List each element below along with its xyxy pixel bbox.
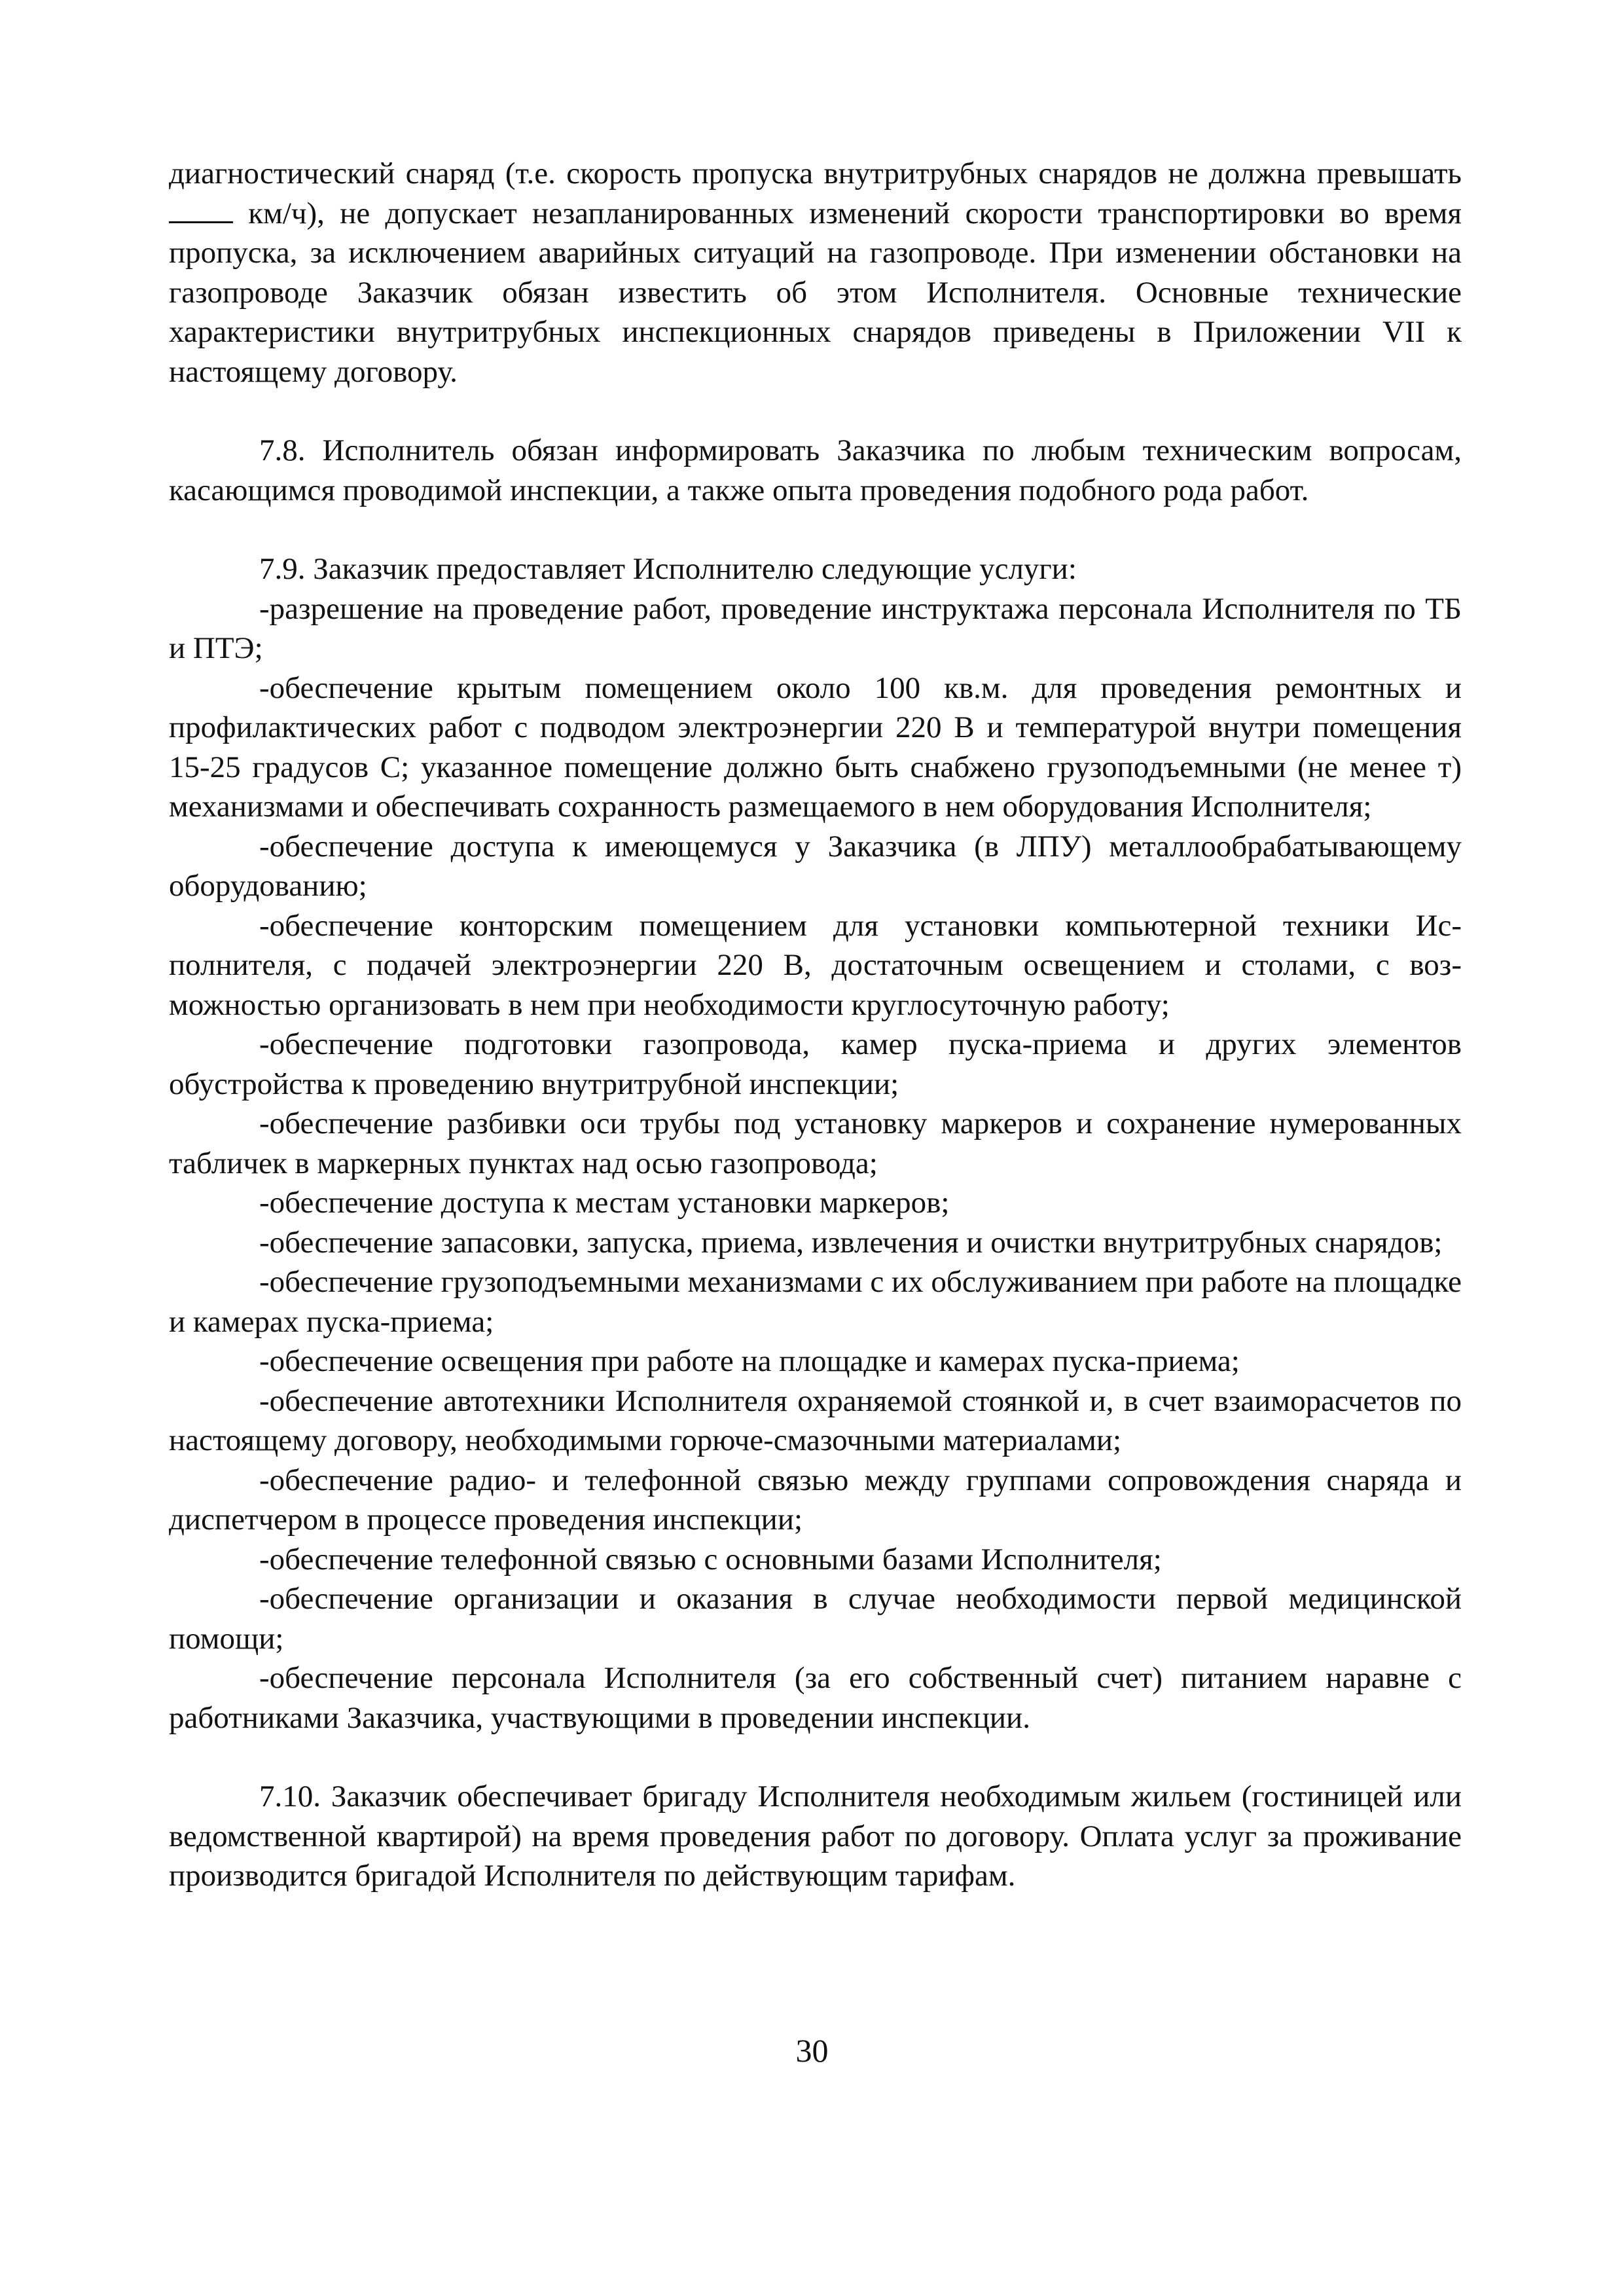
clause-7-9-item: -обеспечение телефонной связью с основными базами Исполнителя; — [259, 1542, 1162, 1576]
intro-text-part2: км/ч), не допускает незапланированных изменений скорости транспортировки во время пропуска, за исключением аварийных ситуаций на газопроводе. При изменении обстановки на газопроводе Заказчик обязан известить об этом Исполнителя. Основные технические характеристики внутритрубных инспекционных снарядов приведены в Приложении VII к настоящему договору. — [169, 196, 1462, 389]
speed-blank-line — [169, 198, 233, 223]
clause-7-9-item: -обеспечение организации и оказания в случае необходимости первой медицинской помощи; — [169, 1582, 1462, 1656]
clause-7-9-item: -разрешение на проведение работ, проведение инструктажа персонала Исполнителя по ТБ и ПТЭ; — [169, 591, 1462, 665]
clause-7-9-item: -обеспечение грузоподъемными механизмами с их обслуживанием при работе на площадке и камерах пуска-приема; — [169, 1265, 1462, 1339]
clause-7-9-item: -обеспечение разбивки оси трубы под установку маркеров и сохранение нумерованных табличек в маркерных пунктах над осью газопровода; — [169, 1106, 1462, 1180]
clause-7-9-item: -обеспечение автотехники Исполнителя охраняемой стоянкой и, в счет взаиморасчетов по настоящему договору, необходимыми горюче-смазочными материалами; — [169, 1383, 1462, 1457]
intro-text-part1: диагностический снаряд (т.е. скорость пропуска внутритрубных снарядов не должна превышать — [169, 156, 1462, 191]
clause-7-9-item: -обеспечение доступа к имеющемуся у Заказчика (в ЛПУ) металлообрабатывающему оборудованию; — [169, 829, 1462, 903]
clause-7-10: 7.10. Заказчик обеспечивает бригаду Исполнителя необходимым жильем (гостиницей или ведомственной квартирой) на время проведения работ по договору. Оплата услуг за проживание производится бригадой Исполнителя по действующим тарифам. — [169, 1779, 1462, 1893]
clause-7-9-heading: 7.9. Заказчик предоставляет Исполнителю следующие услуги: — [259, 552, 1077, 586]
clause-7-9-item: -обеспечение крытым помещением около 100 кв.м. для проведения ремонтных и профилактических работ с подводом электроэнергии 220 В и температурой внутри помещения 15-25 градусов С; указанное помещение должно быть снабжено грузоподъемными (не менее т) механизмами и обеспечивать сохранность размещаемого в нем оборудования Исполнителя; — [169, 670, 1462, 824]
page-number: 30 — [795, 2032, 829, 2069]
intro-paragraph — [169, 154, 1462, 392]
clause-7-9-item: -обеспечение персонала Исполнителя (за его собственный счет) питанием наравне с работниками Заказчика, участвующими в проведении инспекции. — [169, 1661, 1462, 1735]
clause-7-9-item: -обеспечение доступа к местам установки маркеров; — [259, 1186, 950, 1220]
document-body — [169, 154, 1462, 1896]
clause-7-9-item: -обеспечение подготовки газопровода, камер пуска-приема и других элементов обустройства к проведению внутритрубной инспекции; — [169, 1027, 1462, 1101]
clause-7-9-item: -обеспечение освещения при работе на площадке и камерах пуска-приема; — [259, 1344, 1240, 1378]
clause-7-8: 7.8. Исполнитель обязан информировать Заказчика по любым техническим вопросам, касающимся проводимой инспекции, а также опыта проведения подобного рода работ. — [169, 433, 1462, 507]
clause-7-9-item: -обеспечение запасовки, запуска, приема, извлечения и очистки внутритрубных снарядов; — [259, 1225, 1443, 1260]
clause-7-9-item: -обеспечение конторским помещением для установки компьютерной техники Исполнителя, с подачей электроэнергии 220 В, достаточным освещением и столами, с возможностью организовать в нем при необходимости круглосуточную работу; — [169, 908, 1462, 1022]
clause-7-9-item: -обеспечение радио- и телефонной связью между группами сопровождения снаряда и диспетчером в процессе проведения инспекции; — [169, 1463, 1462, 1537]
